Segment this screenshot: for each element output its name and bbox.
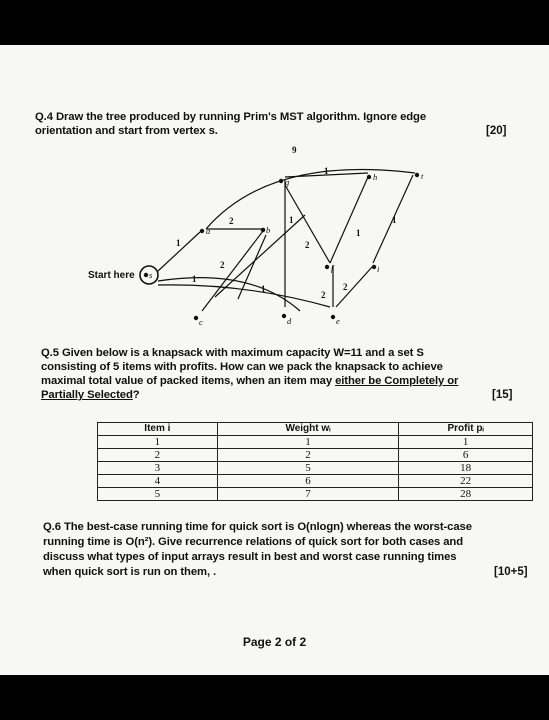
edge-a-t (206, 169, 415, 229)
vertex-d (282, 314, 286, 318)
q6-line-4: when quick sort is run on them, . (43, 566, 217, 578)
weight-e-i: 2 (343, 282, 348, 292)
q5-marks: [15] (492, 389, 513, 401)
cell-profit: 1 (399, 436, 533, 449)
cell-item: 5 (98, 488, 218, 501)
q5-line-2: consisting of 5 items with profits. How can we pack the knapsack to achieve (41, 361, 443, 373)
weight-b-d: 1 (261, 284, 266, 294)
weight-g-f: 2 (305, 240, 310, 250)
q5-line-4-suffix: ? (132, 389, 140, 401)
weight-s-b: 1 (192, 274, 197, 284)
q5-line-3-underlined: either be Completely or (335, 375, 459, 387)
vertex-b (261, 228, 265, 232)
vertex-label-t: t (421, 171, 424, 181)
vertex-s (144, 273, 148, 277)
weight-g-h: 1 (324, 166, 329, 176)
weight-b-g: 1 (289, 215, 294, 225)
vertex-label-f: f (331, 263, 334, 273)
cell-weight: 2 (217, 449, 399, 462)
q6-line-3: discuss what types of input arrays result in best and worst case running times (43, 551, 457, 563)
vertex-label-s: s (149, 270, 153, 280)
edge-s-e (158, 285, 330, 307)
weight-f-e: 2 (321, 290, 326, 300)
cell-item: 1 (98, 436, 218, 449)
header-item: Item i (98, 423, 218, 436)
vertex-label-e: e (336, 316, 340, 326)
cell-profit: 6 (399, 449, 533, 462)
q5-line-1: Q.5 Given below is a knapsack with maximum capacity W=11 and a set S (41, 347, 424, 359)
cell-weight: 7 (217, 488, 399, 501)
q4-line-2: orientation and start from vertex s. (35, 125, 218, 137)
knapsack-table (97, 422, 533, 501)
cell-profit: 18 (399, 462, 533, 475)
vertex-label-i: i (377, 264, 380, 274)
vertex-h (367, 175, 371, 179)
weight-a-b: 2 (229, 216, 234, 226)
vertex-g (279, 179, 283, 183)
vertex-label-d: d (287, 316, 292, 326)
q4-line-1: Q.4 Draw the tree produced by running Prim's MST algorithm. Ignore edge (35, 111, 427, 123)
edge-c-f2 (215, 215, 305, 297)
table-row (98, 475, 533, 488)
cell-profit: 22 (399, 475, 533, 488)
table-header-row (98, 423, 533, 436)
cell-item: 3 (98, 462, 218, 475)
cell-weight: 5 (217, 462, 399, 475)
cell-profit: 28 (399, 488, 533, 501)
vertex-e (331, 315, 335, 319)
q6-line-1: Q.6 The best-case running time for quick sort is O(nlogn) whereas the worst-case (43, 521, 472, 533)
vertex-label-a: a (206, 226, 211, 236)
q4-marks: [20] (486, 125, 507, 137)
vertex-a (200, 229, 204, 233)
table-row (98, 436, 533, 449)
vertex-i (372, 265, 376, 269)
cell-item: 2 (98, 449, 218, 462)
edge-e-i (336, 267, 372, 307)
cell-weight: 6 (217, 475, 399, 488)
vertex-f (325, 265, 329, 269)
start-label: Start here (88, 270, 135, 281)
edge-c-b (202, 231, 263, 311)
q6-line-2: running time is O(n²). Give recurrence relations of quick sort for both cases and (43, 536, 464, 548)
q5-line-4-underlined: Partially Selected (41, 389, 133, 401)
page-number: Page 2 of 2 (242, 635, 307, 649)
exam-page (0, 45, 549, 675)
table-row (98, 488, 533, 501)
vertex-label-c: c (199, 317, 203, 327)
vertex-c (194, 316, 198, 320)
header-profit: Profit pᵢ (399, 423, 533, 436)
prim-graph (0, 45, 549, 345)
weight-h-t: 1 (392, 215, 397, 225)
vertex-label-b: b (266, 225, 271, 235)
header-weight: Weight wᵢ (217, 423, 399, 436)
vertex-label-h: h (373, 172, 378, 182)
edge-f-h (330, 177, 368, 263)
cell-weight: 1 (217, 436, 399, 449)
table-row (98, 449, 533, 462)
vertex-label-g: g (285, 177, 290, 187)
weight-s-c: 2 (220, 260, 225, 270)
q6-marks: [10+5] (494, 566, 528, 578)
table-row (98, 462, 533, 475)
q5-line-3 (41, 375, 458, 387)
weight-s-a: 1 (176, 238, 181, 248)
weight-f-h: 1 (356, 228, 361, 238)
vertex-t (415, 173, 419, 177)
q5-line-4 (41, 389, 140, 401)
q5-line-3-prefix: maximal total value of packed items, when an item may (41, 375, 336, 387)
weight-a-h: 9 (292, 145, 297, 155)
cell-item: 4 (98, 475, 218, 488)
